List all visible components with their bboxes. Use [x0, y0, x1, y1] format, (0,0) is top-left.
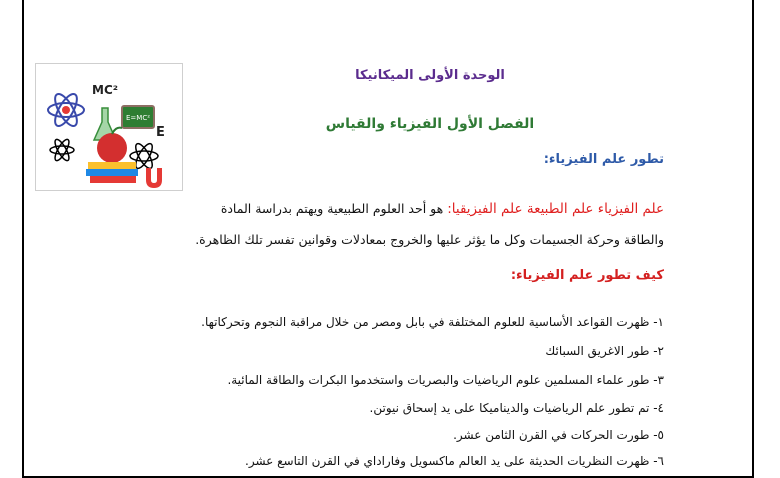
formula-label: MC²: [92, 83, 119, 97]
chalkboard-icon: [122, 106, 154, 128]
list-item: ٣- طور علماء المسلمين علوم الرياضيات والبصريات واستخدموا البكرات والطاقة المائية.: [227, 373, 664, 387]
physics-illustration: [35, 63, 183, 191]
definition-continuation: والطاقة وحركة الجسيمات وكل ما يؤثر عليها والخروج بمعادلات وقوانين تفسر تلك الظاهرة.: [195, 232, 664, 247]
science-collage-icon: [36, 64, 182, 190]
section-heading-evolution: تطور علم الفيزياء:: [543, 152, 664, 167]
definition-line: [221, 201, 664, 217]
definition-text: هو أحد العلوم الطبيعية ويهتم بدراسة المادة: [220, 201, 444, 216]
atom-left-icon: [50, 138, 74, 163]
list-item: ١- ظهرت القواعد الأساسية للعلوم المختلفة في بابل ومصر من خلال مراقبة النجوم وتحركاتها.: [201, 315, 664, 329]
section-heading-how: كيف تطور علم الفيزياء:: [510, 268, 664, 283]
atom-icon: [48, 91, 84, 129]
unit-title: الوحدة الأولى الميكانيكا: [355, 68, 505, 83]
chapter-title: الفصل الأول الفيزياء والقياس: [325, 116, 535, 132]
list-item: ٦- ظهرت النظريات الحديثة على يد العالم ماكسويل وفاراداي في القرن التاسع عشر.: [245, 454, 664, 468]
list-item: ٢- طور الاغريق السبائك: [545, 344, 664, 358]
list-item: ٤- تم تطور علم الرياضيات والديناميكا على يد إسحاق نيوتن.: [369, 401, 664, 415]
energy-label: E: [156, 125, 165, 140]
definition-term: علم الفيزياء علم الطبيعة علم الفيزيقيا:: [447, 201, 664, 217]
books-icon: [86, 162, 138, 183]
magnet-icon: [146, 168, 162, 188]
list-item: ٥- طورت الحركات في القرن الثامن عشر.: [453, 428, 664, 442]
board-formula: E=MC²: [126, 114, 151, 122]
